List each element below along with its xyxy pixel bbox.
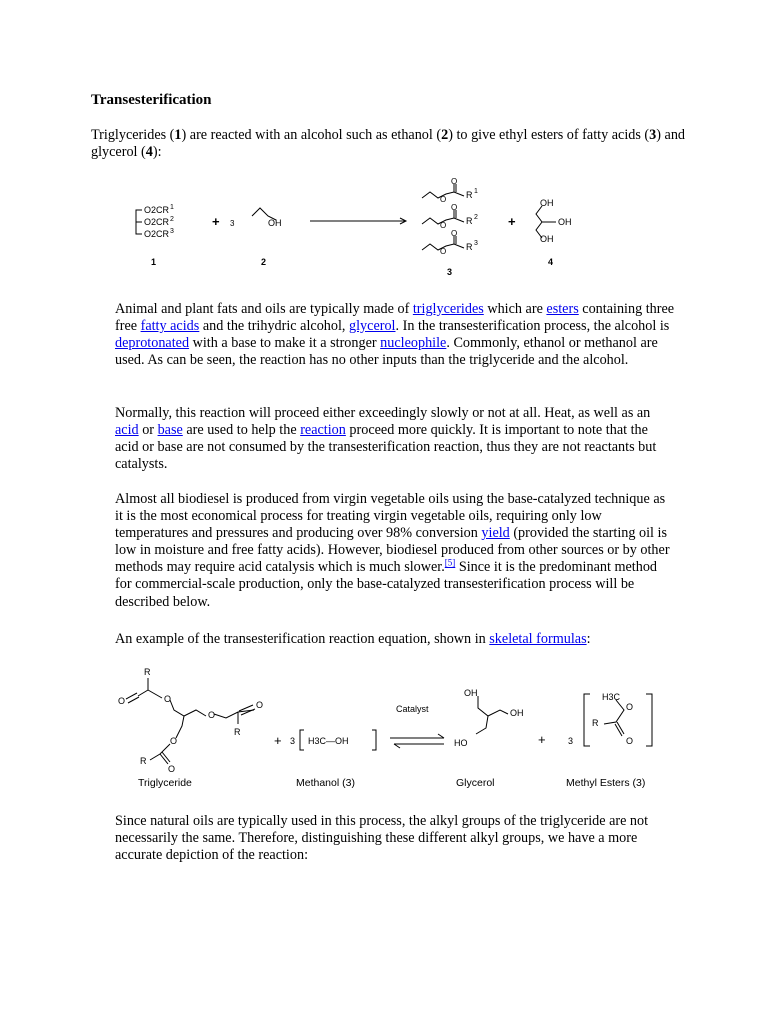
caption-glycerol: Glycerol <box>456 777 495 789</box>
svg-text:O2CR <box>144 205 170 215</box>
compound-label-2: 2 <box>261 257 267 267</box>
compound-number: 4 <box>145 144 153 161</box>
paragraph-text: (provided the starting oil is low in moisture and free fatty acids). However, biodiesel produced from other sources or by other methods may require acid catalysis which is much slower. <box>115 525 670 576</box>
caption-methanol: Methanol (3) <box>296 777 355 789</box>
compound-number: 2 <box>441 127 449 143</box>
oxygen-label: O <box>208 710 216 720</box>
r-group: R <box>466 216 473 226</box>
formula-o2cr: O2CR <box>144 205 170 215</box>
coefficient: 3 <box>568 736 574 746</box>
catalyst-label: Catalyst <box>396 704 429 714</box>
oxygen-label: O <box>164 694 172 704</box>
link-acid[interactable]: acid <box>115 422 139 439</box>
intro-text: ) to give ethyl esters of fatty acids ( <box>448 127 650 143</box>
plus-sign: + <box>538 732 546 747</box>
oxygen-label: O <box>626 702 634 712</box>
paragraph-text: are used to help the <box>182 422 301 439</box>
oxygen-label: O <box>440 195 447 204</box>
paragraph-text: which are <box>483 301 547 317</box>
r-group: R <box>234 727 241 737</box>
paragraph-text: or <box>138 422 158 439</box>
oxygen-label: O <box>626 736 634 746</box>
paragraph-alkyl-groups <box>115 813 675 864</box>
intro-paragraph <box>91 127 691 161</box>
compound-label-1: 1 <box>151 257 157 267</box>
oxygen-label: O <box>440 247 447 256</box>
paragraph-text: Normally, this reaction will proceed either exceedingly slowly or not at all. Heat, as well as an <box>115 405 651 421</box>
oxygen-label: O <box>118 696 126 706</box>
paragraph-text: Animal and plant fats and oils are typically made of <box>115 301 413 317</box>
link-nucleophile[interactable]: nucleophile <box>380 335 447 352</box>
link-yield[interactable]: yield <box>481 525 510 542</box>
oxygen-label: O <box>451 203 458 212</box>
caption-triglyceride: Triglyceride <box>138 777 192 789</box>
coefficient: 3 <box>290 736 296 746</box>
svg-text:O2CR <box>144 229 170 239</box>
paragraph-text: . In the transesterification process, the alcohol is <box>395 318 670 335</box>
paragraph-text: . Commonly, ethanol or methanol are used. As can be seen, the reaction has no other inputs than the triglyceride and the alcohol. <box>115 335 658 369</box>
oxygen-label: O <box>256 700 264 710</box>
hydroxyl-label: OH <box>268 218 282 228</box>
link-esters[interactable]: esters <box>546 301 579 317</box>
oxygen-label: O <box>168 764 176 774</box>
methanol-formula: H3C—OH <box>308 736 349 746</box>
hydroxyl-label: OH <box>540 234 554 244</box>
superscript: 2 <box>170 216 174 223</box>
intro-text: ): <box>152 144 162 161</box>
superscript: 1 <box>170 204 174 211</box>
formula-o2cr: O2CR <box>144 229 170 239</box>
r-group: R <box>140 756 147 766</box>
compound-label-3: 3 <box>447 267 453 277</box>
intro-text: ) are reacted with an alcohol such as ethanol ( <box>181 127 442 143</box>
intro-text: Triglycerides ( <box>91 127 175 143</box>
compound-number: 1 <box>174 127 182 143</box>
paragraph-text: with a base to make it a stronger <box>189 335 381 352</box>
superscript: 2 <box>474 214 478 221</box>
reaction-scheme-methanol <box>110 660 690 792</box>
paragraph-example <box>115 631 675 648</box>
compound-number: 3 <box>649 127 657 143</box>
formula-o2cr: O2CR <box>144 217 170 227</box>
paragraph-triglycerides <box>115 301 675 369</box>
intro-text: ) and glycerol ( <box>91 127 686 161</box>
link-deprotonated[interactable]: deprotonated <box>115 335 190 352</box>
reaction-scheme-ethanol <box>120 178 580 280</box>
paragraph-catalysts <box>115 405 675 473</box>
section-heading: Transesterification <box>91 92 212 108</box>
plus-sign: + <box>274 733 282 748</box>
paragraph-text: proceed more quickly. It is important to note that the acid or base are not consumed by the transesterification reaction, thus they are not reactants but catalysts. <box>115 422 657 473</box>
hydroxyl-label: OH <box>464 688 478 698</box>
oxygen-label: O <box>451 229 458 238</box>
superscript: 3 <box>170 228 174 235</box>
paragraph-text: Since it is the predominant method for commercial-scale production, only the base-catalyzed transesterification process will be described below. <box>115 559 658 610</box>
link-triglycerides[interactable]: triglycerides <box>412 301 484 317</box>
oxygen-label: O <box>170 736 178 746</box>
paragraph-text: Almost all biodiesel is produced from virgin vegetable oils using the base-catalyzed technique as it is the most economical process for treating virgin vegetable oils, requiring only low temperatures and pressures and producing over 98% conversion <box>115 491 666 542</box>
link-glycerol[interactable]: glycerol <box>349 318 396 335</box>
hydroxyl-label: OH <box>540 198 554 208</box>
r-group: R <box>144 667 151 677</box>
link-base[interactable]: base <box>157 422 183 439</box>
hydroxyl-label: OH <box>558 217 572 227</box>
caption-methyl-esters: Methyl Esters (3) <box>566 777 646 789</box>
r-group: R <box>466 190 473 200</box>
plus-sign: + <box>212 214 220 229</box>
link-reaction[interactable]: reaction <box>300 422 346 439</box>
plus-sign: + <box>508 214 516 229</box>
svg-text:O2CR <box>144 217 170 227</box>
paragraph-biodiesel <box>115 491 675 611</box>
hydroxyl-label: OH <box>510 708 524 718</box>
compound-label-4: 4 <box>548 257 554 267</box>
paragraph-text: and the trihydric alcohol, <box>199 318 350 335</box>
methyl-label: H3C <box>602 692 621 702</box>
r-group: R <box>466 242 473 252</box>
superscript: 3 <box>474 240 478 247</box>
oxygen-label: O <box>451 178 458 186</box>
paragraph-text: : <box>586 631 591 647</box>
coefficient: 3 <box>230 219 235 228</box>
reference-link[interactable]: [5] <box>444 557 456 568</box>
paragraph-text: containing three free <box>115 301 675 335</box>
link-fatty-acids[interactable]: fatty acids <box>140 318 200 335</box>
superscript: 1 <box>474 188 478 195</box>
paragraph-text: Since natural oils are typically used in this process, the alkyl groups of the triglyceride are not necessarily the same. Therefore, distinguishing these different alkyl groups, we have a more accurate depiction of the reaction: <box>115 813 649 864</box>
hydroxyl-label: HO <box>454 738 468 748</box>
paragraph-text: An example of the transesterification reaction equation, shown in <box>115 631 490 647</box>
oxygen-label: O <box>440 221 447 230</box>
link-skeletal-formulas[interactable]: skeletal formulas <box>489 631 587 647</box>
r-group: R <box>592 718 599 728</box>
